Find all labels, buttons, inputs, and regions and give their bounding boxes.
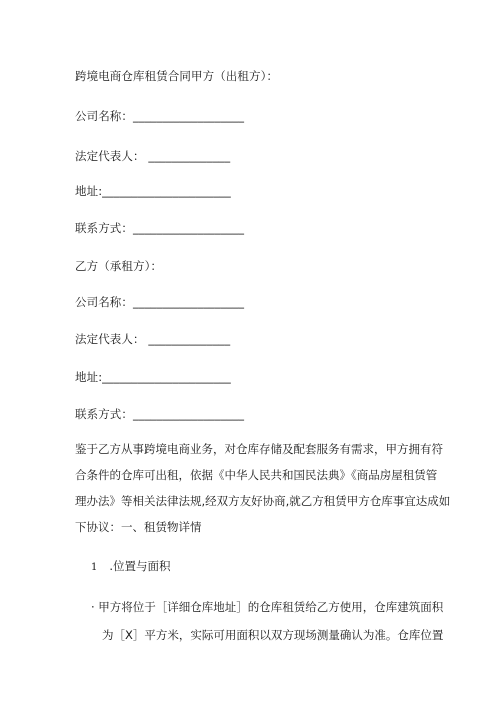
preamble-paragraph — [75, 436, 451, 540]
preamble-line: 合条件的仓库可出租，依据《中华人民共和国民法典》《商品房屋租赁管 — [75, 468, 438, 482]
clause-line: · 甲方将位于［详细仓库地址］的仓库租赁给乙方使用，仓库建筑面积 — [91, 600, 444, 614]
party-a-address-field: 地址:______________________ — [75, 184, 231, 198]
party-a-heading: 跨境电商仓库租赁合同甲方（出租方）： — [75, 69, 279, 83]
preamble-line: 下协议：一、租赁物详情 — [75, 520, 202, 534]
clause-line: 为［X］平方米，实际可用面积以双方现场测量确认为准。仓库位置 — [102, 628, 444, 642]
section-heading — [91, 559, 171, 575]
preamble-line: 鉴于乙方从事跨境电商业务，对仓库存储及配套服务有需求，甲方拥有符 — [75, 442, 443, 456]
party-b-legal-rep-field: 法定代表人： ______________ — [75, 332, 231, 346]
party-a-contact-field: 联系方式：___________________ — [75, 221, 245, 235]
preamble-line: 理办法》等相关法律法规,经双方友好协商,就乙方租赁甲方仓库事宜达成如 — [75, 494, 451, 508]
party-b-heading: 乙方（承租方）： — [75, 259, 163, 273]
party-b-contact-field: 联系方式：___________________ — [75, 407, 245, 421]
party-b-company-field: 公司名称：___________________ — [75, 295, 245, 309]
party-a-company-field: 公司名称：___________________ — [75, 109, 245, 123]
section-title: .位置与面积 — [109, 559, 171, 573]
section-number: 1 — [91, 562, 98, 573]
party-b-address-field: 地址:______________________ — [75, 370, 231, 384]
party-a-legal-rep-field: 法定代表人： ______________ — [75, 149, 231, 163]
